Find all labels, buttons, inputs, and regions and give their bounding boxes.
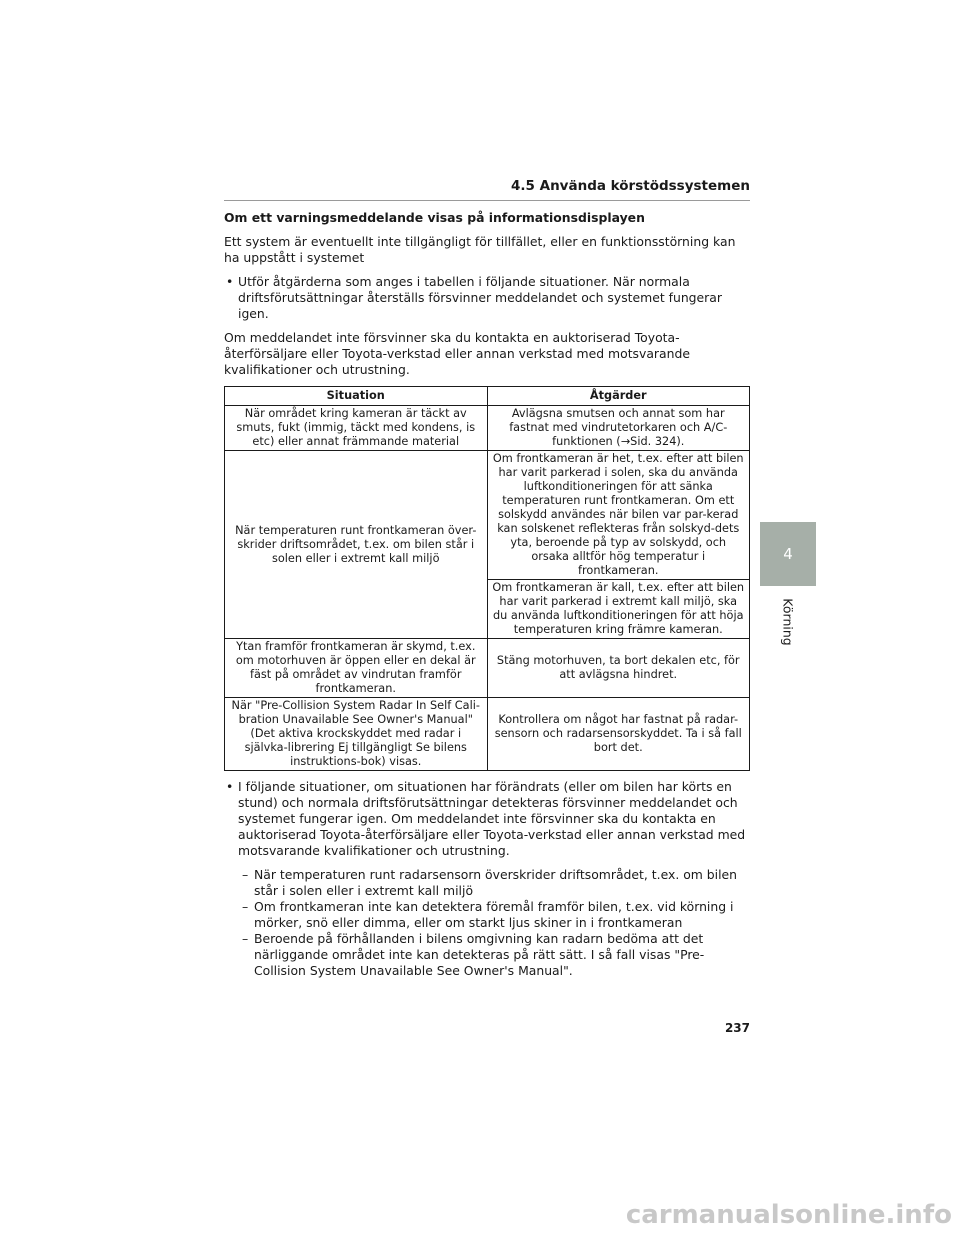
situation-cell: När "Pre-Collision System Radar In Self Cali-bration Unavailable See Owner's Manual" (Det aktiva krockskyddet med radar i självka-librering Ej tillgängligt Se bilens instruktions-bok) visas. <box>225 698 488 771</box>
action-cell: Om frontkameran är het, t.ex. efter att bilen har varit parkerad i solen, ska du använda luftkonditioneringen för att sänka temperaturen runt frontkameran. Om ett solskydd användes när bilen var par-kerad kan solskenet reflekteras från solskyd-dets yta, beroende på typ av solskydd, och orsaka alltför hög temperatur i frontkameran. <box>487 451 750 580</box>
main-content <box>224 210 750 979</box>
situation-cell: När området kring kameran är täckt av smuts, fukt (immig, täckt med kondens, is etc) eller annat främmande material <box>225 406 488 451</box>
chapter-number: 4 <box>783 545 793 563</box>
bullet-text-1: Utför åtgärderna som anges i tabellen i följande situationer. När normala driftsförutsättningar återställs försvinner meddelandet och systemet fungerar igen. <box>238 274 722 321</box>
table-row <box>225 698 750 771</box>
bullet-icon: • <box>226 779 234 794</box>
bullet-icon: • <box>226 274 234 289</box>
dash-icon: – <box>242 867 249 882</box>
dash-text-1: När temperaturen runt radarsensorn överskrider driftsområdet, t.ex. om bilen står i solen eller i extremt kall miljö <box>254 867 738 898</box>
dash-icon: – <box>242 931 249 946</box>
situation-table <box>224 386 750 771</box>
table-row <box>225 406 750 451</box>
situation-cell: Ytan framför frontkameran är skymd, t.ex. om motorhuven är öppen eller en dekal är fäst på området av vindrutan framför frontkameran. <box>225 639 488 698</box>
dash-item-1 <box>224 867 750 899</box>
page-number: 237 <box>724 1021 750 1035</box>
section-header-title: 4.5 Använda körstödssystemen <box>511 178 750 194</box>
table-row <box>225 639 750 698</box>
chapter-label-container <box>768 592 808 652</box>
bullet-item-2 <box>224 779 750 859</box>
action-cell: Avlägsna smutsen och annat som har fastnat med vindrutetorkaren och A/C-funktionen (→Sid. 324). <box>487 406 750 451</box>
situation-cell: När temperaturen runt frontkameran över-skrider driftsområdet, t.ex. om bilen står i solen eller i extremt kall miljö <box>225 451 488 639</box>
table-header-row <box>225 387 750 406</box>
section-subtitle: Om ett varningsmeddelande visas på informationsdisplayen <box>224 210 645 225</box>
bullet-item-1 <box>224 274 750 322</box>
table-row <box>225 451 750 580</box>
dash-item-2 <box>224 899 750 931</box>
header-actions: Åtgärder <box>487 387 750 406</box>
section-header <box>224 178 750 201</box>
action-cell: Stäng motorhuven, ta bort dekalen etc, för att avlägsna hindret. <box>487 639 750 698</box>
header-situation: Situation <box>225 387 488 406</box>
contact-paragraph: Om meddelandet inte försvinner ska du kontakta en auktoriserad Toyota-återförsäljare eller Toyota-verkstad eller annan verkstad med motsvarande kvalifikationer och utrustning. <box>224 330 690 377</box>
dash-item-3 <box>224 931 750 979</box>
intro-paragraph: Ett system är eventuellt inte tillgängligt för tillfället, eller en funktionsstörning kan ha uppstått i systemet <box>224 234 736 265</box>
dash-icon: – <box>242 899 249 914</box>
chapter-label: Körning <box>780 598 796 646</box>
dash-text-2: Om frontkameran inte kan detektera föremål framför bilen, t.ex. vid körning i mörker, snö eller dimma, eller om starkt ljus skiner in i frontkameran <box>254 899 734 930</box>
action-cell: Kontrollera om något har fastnat på radar-sensorn och radarsensorskyddet. Ta i så fall bort det. <box>487 698 750 771</box>
watermark: carmanualsonline.info <box>625 1200 952 1230</box>
chapter-tab <box>760 522 816 586</box>
bullet-text-2: I följande situationer, om situationen har förändrats (eller om bilen har körts en stund) och normala driftsförutsättningar detekteras försvinner meddelandet och systemet fungerar igen. Om meddelandet inte försvinner ska du kontakta en auktoriserad Toyota-återförsäljare eller Toyota-verkstad eller annan verkstad med motsvarande kvalifikationer och utrustning. <box>238 779 746 858</box>
action-cell: Om frontkameran är kall, t.ex. efter att bilen har varit parkerad i extremt kall miljö, ska du använda luftkonditioneringen för att höja temperaturen kring främre kameran. <box>487 580 750 639</box>
dash-text-3: Beroende på förhållanden i bilens omgivning kan radarn bedöma att det närliggande området inte kan detekteras på rätt sätt. I så fall visas "Pre-Collision System Unavailable See Owner's Manual". <box>254 931 705 978</box>
